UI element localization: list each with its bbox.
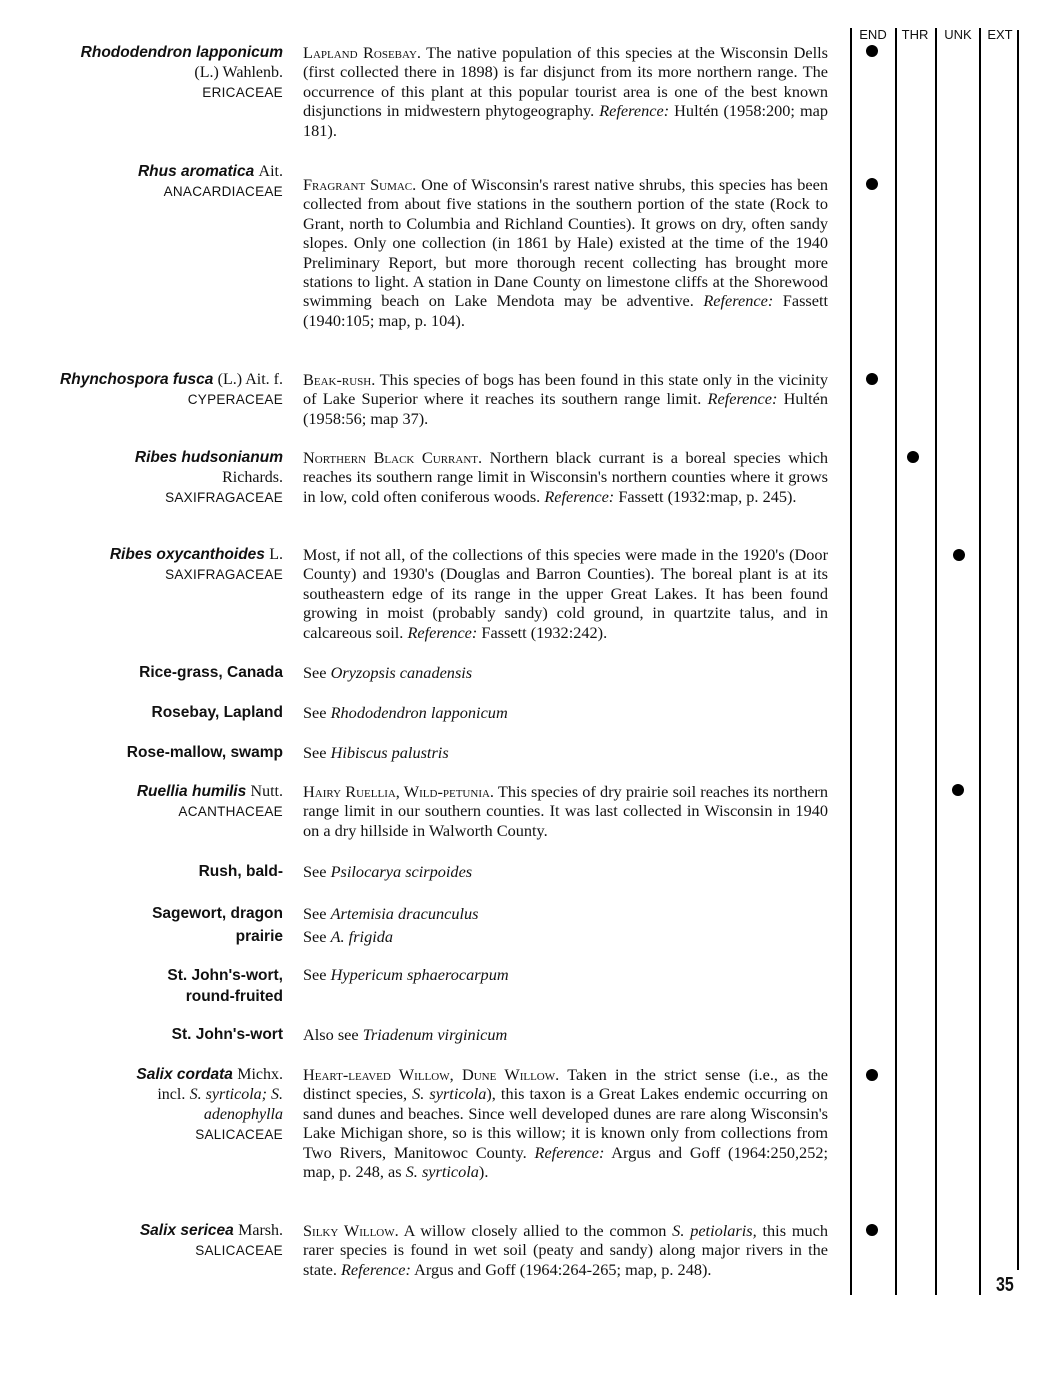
- column-rule-ext: [979, 42, 981, 1295]
- author: Marsh.: [238, 1222, 283, 1239]
- scientific-name: Rhynchospora fusca: [60, 371, 214, 388]
- column-head-ext: EXT: [987, 27, 1013, 42]
- description-italic: S. syrticola: [412, 1084, 487, 1104]
- family: SAXIFRAGACEAE: [165, 490, 283, 505]
- author: Ait.: [258, 163, 283, 180]
- common-name: [40, 902, 283, 948]
- scientific-name: Ruellia humilis: [136, 783, 247, 800]
- column-divider: [979, 28, 981, 42]
- reference-text: Hultén (1958:200; map 181).: [303, 101, 829, 140]
- entry-name: [40, 162, 283, 202]
- description-text: ), this taxon is a Great Lakes endemic occurring on sand dunes and beaches. Since well developed dunes are rare along Wisconsin's Lake Michigan shore, so is this willow; it is known only from collections from Two Rivers, Manitowoc County.: [303, 1084, 828, 1162]
- author: Michx.: [237, 1066, 283, 1083]
- column-divider: [895, 28, 897, 42]
- entry-description: [303, 43, 828, 140]
- reference-text: Argus and Goff (1964:250,252; map, p. 248, as: [303, 1142, 828, 1182]
- see-reference: [303, 1025, 828, 1044]
- entry-name: [40, 782, 283, 822]
- common-name: Silky Willow.: [303, 1221, 399, 1240]
- common-name-line: Sagewort, dragon: [152, 905, 283, 922]
- common-name: Rice-grass, Canada: [139, 664, 283, 681]
- description-text: A willow closely allied to the common: [403, 1221, 667, 1240]
- common-name: [40, 965, 283, 1007]
- reference-text: Fassett (1940:105; map, p. 104).: [303, 291, 829, 330]
- column-head-end: END: [859, 27, 887, 42]
- family: ERICACEAE: [202, 85, 283, 100]
- description-italic: S. petiolaris,: [672, 1221, 757, 1240]
- see-target: A. frigida: [330, 927, 394, 946]
- common-name-line: St. John's-wort,: [167, 967, 283, 984]
- column-head-thr: THR: [901, 27, 929, 42]
- status-dot-unk: [953, 549, 965, 561]
- entry-name: [40, 448, 283, 508]
- scientific-name: Salix cordata: [136, 1066, 233, 1083]
- see-label: See: [303, 703, 327, 722]
- see-label: See: [303, 904, 327, 923]
- scientific-name: Rhus aromatica: [137, 163, 255, 180]
- see-label: See: [303, 862, 327, 881]
- author: (L.) Wahlenb.: [194, 64, 283, 81]
- see-label: See: [303, 743, 327, 762]
- family: SALICACEAE: [195, 1243, 283, 1258]
- column-rule-thr: [895, 42, 897, 1295]
- entry-description: [303, 448, 828, 506]
- column-rule-end: [850, 42, 852, 1295]
- description-text: The native population of this species at the Wisconsin Dells (first collected there in 1898) is far disjunct from its more northern range. The occurrence of this plant at this popular tourist area is one of the best known disjunctions in midwestern phytogeography.: [303, 43, 828, 121]
- see-target: Oryzopsis canadensis: [330, 663, 473, 682]
- reference-italic: S. syrticola: [405, 1162, 479, 1182]
- status-dot-end: [866, 1224, 878, 1236]
- status-dot-end: [866, 1069, 878, 1081]
- reference-label: Reference:: [534, 1142, 605, 1162]
- see-target: Artemisia dracunculus: [330, 904, 479, 923]
- entry-description: [303, 1221, 828, 1279]
- reference-label: Reference:: [707, 389, 778, 409]
- common-name: Rose-mallow, swamp: [126, 744, 283, 761]
- common-name: Hairy Ruellia, Wild-petunia.: [303, 782, 494, 801]
- entry-name: [40, 1065, 283, 1145]
- entry-description: [303, 545, 828, 642]
- see-reference: [303, 862, 828, 881]
- see-label: See: [303, 663, 327, 682]
- reference-text: Fassett (1932:map, p. 245).: [618, 486, 797, 506]
- description-text: Taken in the strict sense (i.e., as the distinct species,: [303, 1065, 828, 1104]
- common-name: Fragrant Sumac.: [303, 175, 417, 194]
- see-reference: [303, 965, 828, 984]
- description-text: this much rarer species is found in wet soil (peaty and sandy) along major rivers in the state.: [303, 1221, 829, 1279]
- includes-label: incl.: [157, 1086, 186, 1103]
- see-target: Rhododendron lapponicum: [330, 703, 508, 722]
- entry-name: [60, 370, 283, 410]
- entry-description: [303, 1065, 828, 1181]
- included-taxa: S. syrticola; S. adenophylla: [189, 1086, 283, 1123]
- scientific-name: Ribes hudsonianum: [134, 449, 283, 466]
- family: ACANTHACEAE: [178, 804, 283, 819]
- entry-name: [40, 43, 283, 103]
- see-target: Hypericum sphaerocarpum: [330, 965, 509, 984]
- see-reference: [303, 703, 828, 722]
- author: Richards.: [222, 469, 283, 486]
- common-name: Heart-leaved Willow, Dune Willow.: [303, 1065, 560, 1084]
- common-name: Lapland Rosebay.: [303, 43, 421, 62]
- reference-text: Fassett (1932:242).: [481, 622, 608, 642]
- entry-description: [303, 370, 828, 428]
- status-dot-thr: [907, 451, 919, 463]
- column-head-unk: UNK: [944, 27, 972, 42]
- description-text: This species of bogs has been found in this state only in the vicinity of Lake Superior where it reaches its southern range limit.: [303, 370, 828, 409]
- description-text: Most, if not all, of the collections of this species were made in the 1920's (Door County) and 1930's (Douglas and Barron Counties). The boreal plant is at its southeastern edge of its range in the upper Great Lakes. It has been found growing in moist (probably sandy) cold ground, in quartzite talus, and in calcareous soil.: [303, 545, 828, 642]
- scientific-name: Ribes oxycanthoides: [109, 546, 265, 563]
- see-reference: [303, 663, 828, 682]
- status-dot-end: [866, 178, 878, 190]
- entry-description: [303, 175, 828, 330]
- see-target: Psilocarya scirpoides: [330, 862, 473, 881]
- column-divider: [850, 28, 852, 42]
- column-rule-unk: [935, 42, 937, 1295]
- status-dot-unk: [952, 784, 964, 796]
- description-text: Northern black currant is a boreal species which reaches its southern range limit in Wisconsin's northern counties where it grows in low, cold often coniferous woods.: [303, 448, 828, 506]
- see-reference: [303, 743, 828, 762]
- common-name-line: prairie: [235, 928, 283, 945]
- see-label: Also see: [303, 1025, 359, 1044]
- reference-text: Hultén (1958:56; map 37).: [303, 389, 828, 428]
- common-name-line: round-fruited: [185, 988, 283, 1005]
- family: SALICACEAE: [195, 1127, 283, 1142]
- reference-text: Argus and Goff (1964:264-265; map, p. 248).: [414, 1259, 712, 1279]
- see-target: Hibiscus palustris: [330, 743, 449, 762]
- author: Nutt.: [250, 783, 283, 800]
- reference-label: Reference:: [407, 622, 478, 642]
- see-reference: [303, 902, 828, 948]
- status-dot-end: [866, 45, 878, 57]
- column-rule-outer: [1017, 30, 1019, 1270]
- common-name: Rush, bald-: [198, 863, 283, 880]
- reference-label: Reference:: [703, 291, 774, 311]
- column-divider: [935, 28, 937, 42]
- scientific-name: Rhododendron lapponicum: [80, 44, 283, 61]
- reference-label: Reference:: [544, 486, 615, 506]
- family: SAXIFRAGACEAE: [165, 567, 283, 582]
- description-text: One of Wisconsin's rarest native shrubs, this species has been collected from about five stations in the southern portion of the state (Rock to Grant, north to Columbia and Richland Counties). It grows on dry, often sandy slopes. Only one collection (in 1861 by Hale) existed at the time of the 1940 Preliminary Report, but more thorough recent collecting has brought more stations to light. A station in Dane County on limestone cliffs at the Shorewood swimming beach on Lake Mendota may be adventive.: [303, 175, 828, 311]
- page-number: 35: [996, 1274, 1014, 1296]
- reference-label: Reference:: [340, 1259, 411, 1279]
- family: ANACARDIACEAE: [163, 184, 283, 199]
- common-name: Northern Black Currant.: [303, 448, 483, 467]
- scientific-name: Salix sericea: [139, 1222, 234, 1239]
- author: (L.) Ait. f.: [217, 371, 283, 388]
- reference-text: ).: [478, 1162, 489, 1182]
- see-label: See: [303, 927, 327, 946]
- common-name: Beak-rush.: [303, 370, 376, 389]
- family: CYPERACEAE: [187, 392, 283, 407]
- author: L.: [269, 546, 283, 563]
- see-target: Triadenum virginicum: [362, 1025, 508, 1044]
- entry-description: [303, 782, 828, 840]
- common-name: Rosebay, Lapland: [151, 704, 283, 721]
- entry-name: [40, 545, 283, 585]
- see-label: See: [303, 965, 327, 984]
- entry-name: [40, 1221, 283, 1261]
- description-text: This species of dry prairie soil reaches its northern range limit in our southern counties. It was last collected in Wisconsin in 1940 on a dry hillside in Walworth County.: [303, 782, 828, 840]
- reference-label: Reference:: [599, 101, 670, 121]
- status-dot-end: [866, 373, 878, 385]
- common-name: St. John's-wort: [171, 1026, 283, 1043]
